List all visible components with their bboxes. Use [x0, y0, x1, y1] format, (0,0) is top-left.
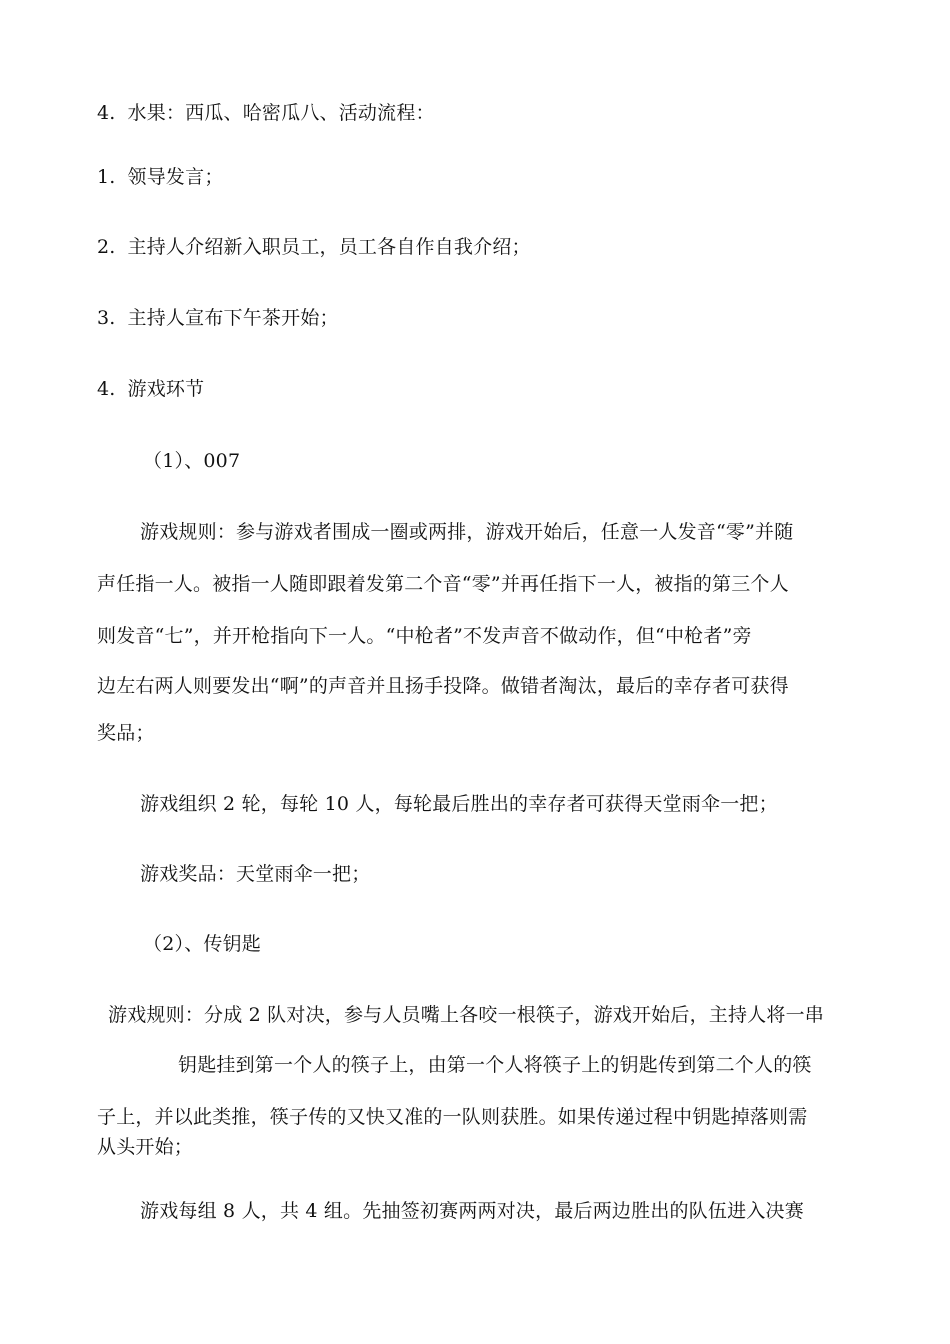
list-item: [97, 377, 204, 401]
game2-organization: 游戏每组 8 人，共 4 组。先抽签初赛两两对决，最后两边胜出的队伍进入决赛: [140, 1200, 804, 1222]
game1-heading: （1）、007: [143, 450, 241, 472]
game2-rules-line: 子上，并以此类推，筷子传的又快又准的一队则获胜。如果传递过程中钥匙掉落则需: [97, 1106, 808, 1128]
game1-rules-line: 声任指一人。被指一人随即跟着发第二个音“零”并再任指下一人，被指的第三个人: [97, 573, 789, 595]
list-item: [97, 165, 224, 189]
game2-heading: （2）、传钥匙: [143, 933, 261, 955]
list-item-number: 4.: [97, 378, 116, 400]
list-item-number: 1.: [97, 166, 116, 188]
game2-rules-line: 游戏规则：分成 2 队对决，参与人员嘴上各咬一根筷子，游戏开始后，主持人将一串: [108, 1004, 824, 1026]
list-item-number: 4.: [97, 102, 116, 124]
list-item-number: 3.: [97, 307, 116, 329]
list-item: [97, 235, 531, 259]
game1-rules-line: 边左右两人则要发出“啊”的声音并且扬手投降。做错者淘汰，最后的幸存者可获得: [97, 675, 789, 697]
game1-rules-line: 奖品；: [97, 722, 155, 744]
list-item: [97, 306, 339, 330]
game1-rules-line: 游戏规则：参与游戏者围成一圈或两排，游戏开始后，任意一人发音“零”并随: [140, 521, 794, 543]
list-item-text: 领导发言；: [127, 166, 224, 188]
list-item-text: 主持人介绍新入职员工，员工各自作自我介绍；: [127, 236, 531, 258]
game1-organization: 游戏组织 2 轮，每轮 10 人，每轮最后胜出的幸存者可获得天堂雨伞一把；: [140, 793, 778, 815]
game2-rules-line: 从头开始；: [97, 1136, 194, 1158]
list-item-text: 主持人宣布下午茶开始；: [127, 307, 339, 329]
list-item-number: 2.: [97, 236, 116, 258]
game1-prize: 游戏奖品：天堂雨伞一把；: [140, 863, 371, 885]
list-item-text: 游戏环节: [127, 378, 205, 400]
game1-rules-line: 则发音“七”，并开枪指向下一人。“中枪者”不发声音不做动作，但“中枪者”旁: [97, 625, 752, 647]
list-item: [97, 101, 435, 125]
list-item-text: 水果：西瓜、哈密瓜八、活动流程：: [127, 102, 435, 124]
game2-rules-line: 钥匙挂到第一个人的筷子上，由第一个人将筷子上的钥匙传到第二个人的筷: [178, 1054, 812, 1076]
